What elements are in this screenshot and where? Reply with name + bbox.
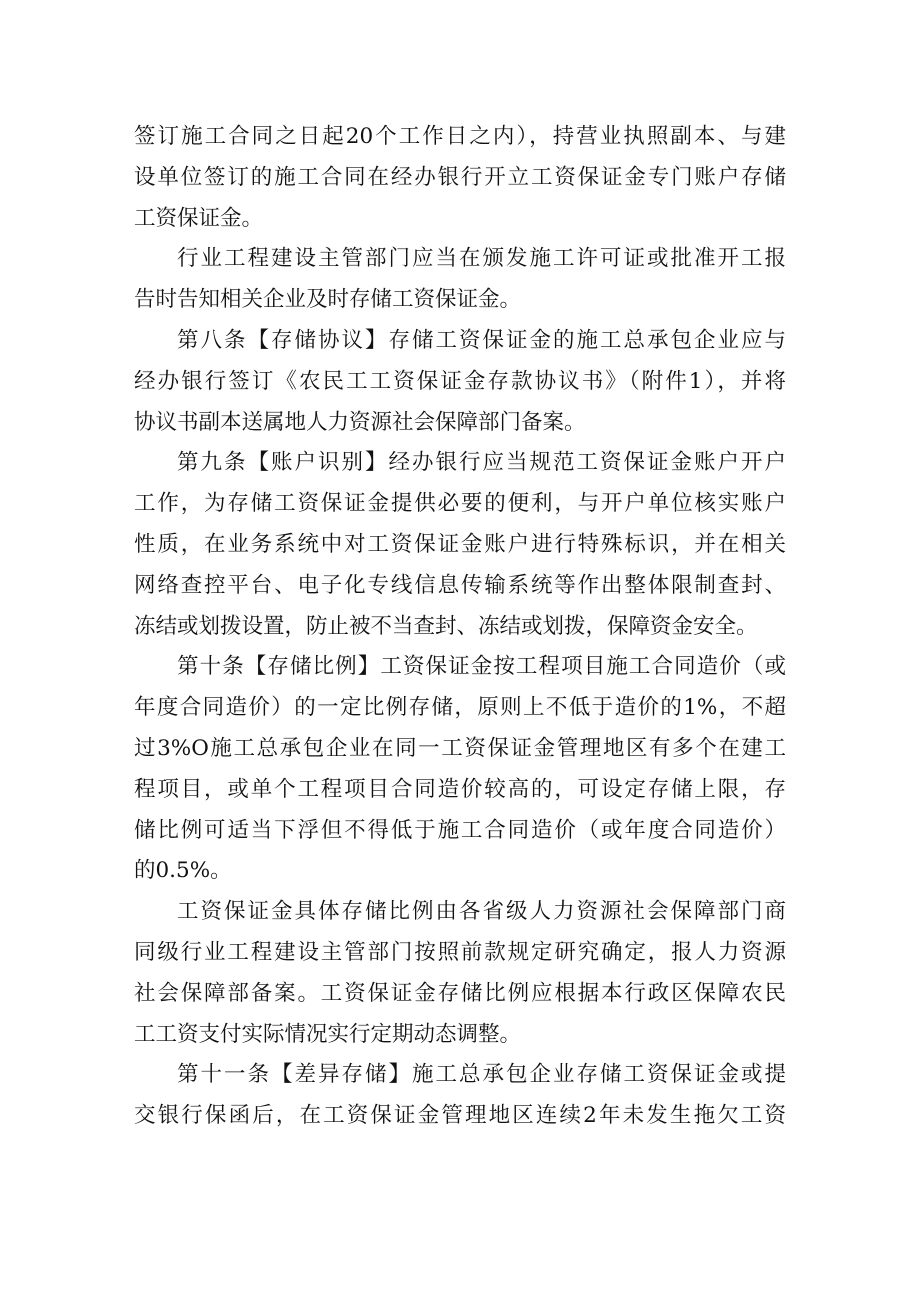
text-line: 社会保障部备案。工资保证金存储比例应根据本行政区保障农民 <box>134 980 786 1006</box>
paragraph-article-9 <box>134 443 786 647</box>
text-line: 工资保证金具体存储比例由各省级人力资源社会保障部门商 <box>177 899 786 925</box>
text-line: 工工资支付实际情况实行定期动态调整。 <box>134 1021 522 1047</box>
text-line: 告时告知相关企业及时存储工资保证金。 <box>134 287 522 313</box>
paragraph-ratio-details <box>134 892 786 1055</box>
text-line: 工资保证金。 <box>134 205 264 231</box>
text-line: 协议书副本送属地人力资源社会保障部门备案。 <box>134 409 586 435</box>
text-line: 第八条【存储协议】存储工资保证金的施工总承包企业应与 <box>177 327 786 353</box>
text-line: 程项目，或单个工程项目合同造价较高的，可设定存储上限，存 <box>134 776 786 802</box>
text-line: 第十条【存储比例】工资保证金按工程项目施工合同造价（或 <box>177 654 786 680</box>
paragraph-article-10 <box>134 647 786 892</box>
text-line: 网络查控平台、电子化专线信息传输系统等作出整体限制查封、 <box>134 572 786 598</box>
text-line: 冻结或划拨设置，防止被不当查封、冻结或划拨，保障资金安全。 <box>134 613 758 639</box>
text-line: 性质，在业务系统中对工资保证金账户进行特殊标识，并在相关 <box>134 531 786 557</box>
text-line: 同级行业工程建设主管部门按照前款规定研究确定，报人力资源 <box>134 939 786 965</box>
text-line: 经办银行签订《农民工工资保证金存款协议书》（附件1），并将 <box>134 368 786 394</box>
text-line: 的0.5%。 <box>134 858 232 884</box>
text-line: 工作，为存储工资保证金提供必要的便利，与开户单位核实账户 <box>134 491 786 517</box>
text-line: 第十一条【差异存储】施工总承包企业存储工资保证金或提 <box>177 1062 786 1088</box>
text-line: 设单位签订的施工合同在经办银行开立工资保证金专门账户存储 <box>134 164 786 190</box>
text-line: 过3%O施工总承包企业在同一工资保证金管理地区有多个在建工 <box>134 735 786 761</box>
paragraph-article-11 <box>134 1055 786 1137</box>
text-line: 储比例可适当下浮但不得低于施工合同造价（或年度合同造价） <box>134 817 786 843</box>
text-line: 年度合同造价）的一定比例存储，原则上不低于造价的1%，不超 <box>134 695 786 721</box>
document-page <box>134 117 786 1137</box>
text-line: 交银行保函后，在工资保证金管理地区连续2年未发生拖欠工资 <box>134 1103 786 1129</box>
text-line: 签订施工合同之日起20个工作日之内），持营业执照副本、与建 <box>134 124 786 149</box>
text-line: 第九条【账户识别】经办银行应当规范工资保证金账户开户 <box>177 450 786 476</box>
text-line: 行业工程建设主管部门应当在颁发施工许可证或批准开工报 <box>177 246 786 272</box>
paragraph-notice <box>134 239 786 321</box>
paragraph-article-8 <box>134 321 786 443</box>
paragraph-continuation <box>134 117 786 239</box>
